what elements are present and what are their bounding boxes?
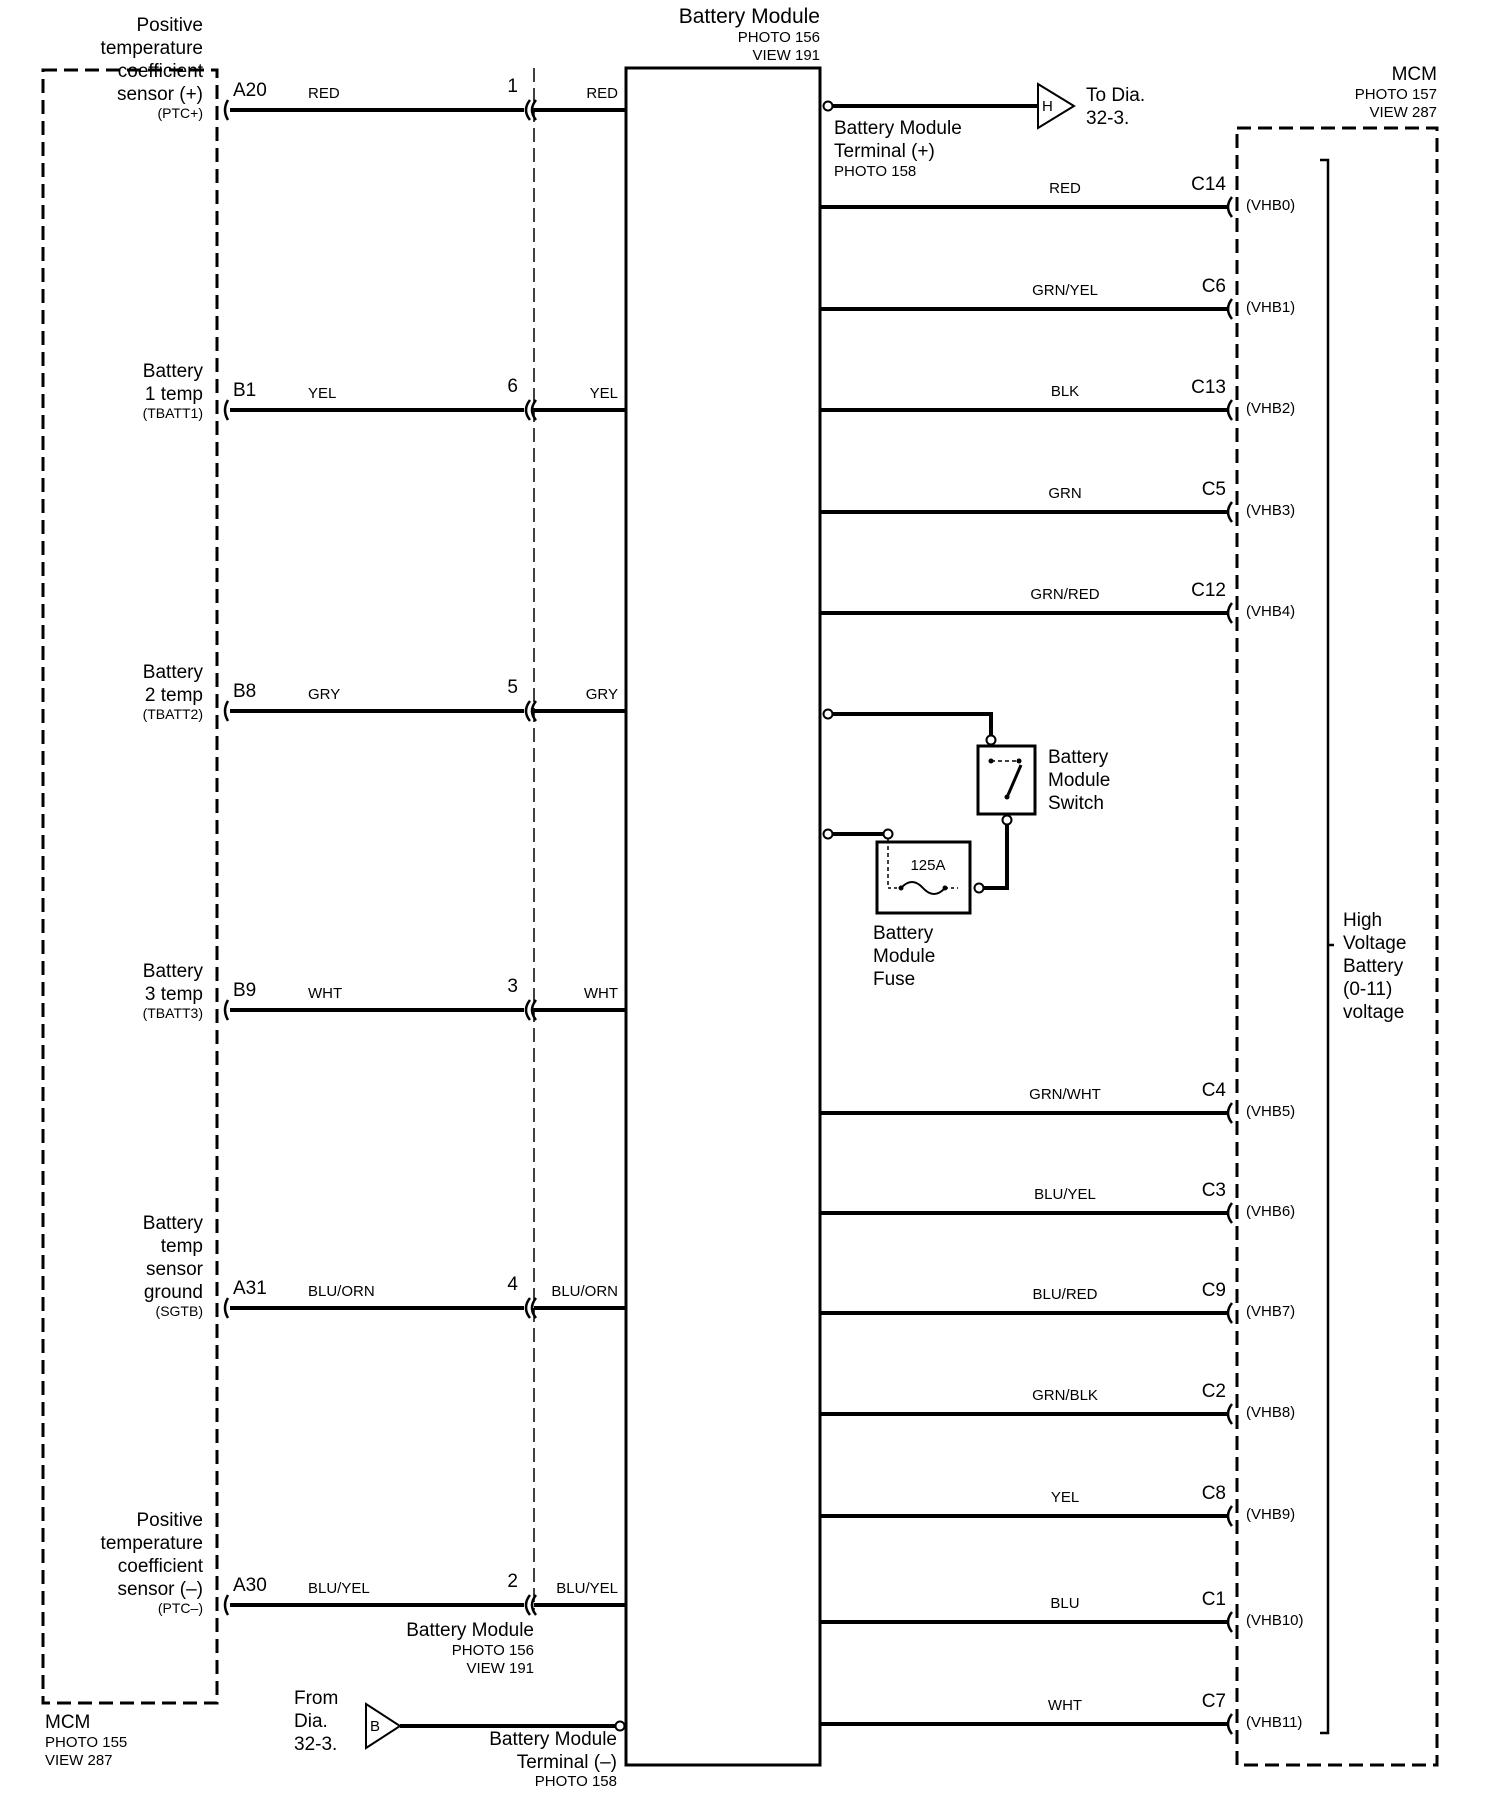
battery-module-box: [626, 68, 820, 1765]
mcm-pin-connector: [1228, 1303, 1232, 1323]
left-signal-rows: [101, 15, 626, 1616]
mcm-pin: C3: [1201, 1180, 1226, 1201]
battery-module-fuse: [824, 830, 984, 991]
wire-color: GRN: [1048, 485, 1082, 502]
fuse-rating: 125A: [910, 857, 946, 874]
right-signal-row: [820, 1280, 1295, 1323]
mcm-pin-connector: [225, 701, 228, 721]
terminal-positive: [824, 84, 1146, 180]
terminal-positive-label-1: Battery Module: [834, 118, 962, 139]
mcm-pin-connector: [1228, 1103, 1232, 1123]
wire-color: BLU/YEL: [308, 1580, 370, 1597]
signal-label-line: temperature: [100, 38, 203, 59]
mcm-pin: C6: [1201, 276, 1226, 297]
mcm-pin: C2: [1201, 1381, 1226, 1402]
left-signal-row: [101, 1510, 626, 1616]
signal-label-line: sensor (–): [117, 1579, 203, 1600]
svg-text:B: B: [370, 1718, 381, 1735]
signal-label-line: Battery: [142, 961, 203, 982]
mcm-right-photo: PHOTO 157: [1354, 86, 1437, 103]
mcm-pin-connector: [225, 1595, 228, 1615]
module-pin: 5: [507, 677, 518, 698]
mcm-pin: A30: [233, 1575, 267, 1596]
module-pin: 1: [507, 76, 518, 97]
wire-color: GRN/YEL: [1032, 282, 1098, 299]
signal-sublabel: (TBATT3): [142, 1005, 203, 1021]
right-signal-row: [820, 1080, 1295, 1123]
signal-label-line: sensor (+): [116, 84, 203, 105]
wire-color: BLU/YEL: [1034, 1186, 1096, 1203]
module-pin: 6: [507, 376, 518, 397]
mcm-pin: C8: [1201, 1483, 1226, 1504]
signal-sublabel: (PTC–): [157, 1600, 203, 1616]
svg-text:High: High: [1343, 910, 1383, 931]
left-signal-row: [143, 961, 626, 1021]
mcm-pin: B9: [233, 980, 257, 1001]
from-dia-text-2: Dia.: [294, 1711, 328, 1732]
wire-color: BLU/ORN: [551, 1283, 618, 1300]
mcm-pin: A31: [233, 1278, 267, 1299]
mcm-pin-connector: [225, 400, 228, 420]
battery-module-photo: PHOTO 156: [737, 29, 820, 46]
right-signal-row: [820, 1381, 1295, 1424]
mcm-pin: B8: [233, 681, 257, 702]
module-pin-connector: [526, 701, 530, 721]
mcm-pin: C13: [1191, 377, 1226, 398]
signal-label-line: Battery: [142, 361, 203, 382]
terminal-negative: [294, 1688, 625, 1790]
module-pin: 4: [507, 1274, 518, 1295]
module-pin-connector: [526, 1298, 530, 1318]
signal-name: (VHB5): [1246, 1103, 1296, 1120]
svg-text:Voltage: Voltage: [1343, 933, 1407, 954]
switch-label-1: Battery: [1048, 747, 1109, 768]
wire-color: BLU/YEL: [556, 1580, 618, 1597]
signal-name: (VHB8): [1246, 1404, 1296, 1421]
right-signal-row: [820, 1483, 1295, 1526]
mcm-right-name: MCM: [1391, 64, 1437, 85]
signal-label-line: coefficient: [117, 1556, 203, 1577]
svg-text:Battery: Battery: [1343, 956, 1404, 977]
battery-module-title: Battery Module: [678, 5, 820, 28]
mcm-pin-connector: [1228, 603, 1232, 623]
mcm-pin-connector: [1228, 197, 1232, 217]
left-signal-row: [143, 662, 626, 722]
terminal-negative-label-1: Battery Module: [489, 1729, 617, 1750]
mcm-pin: C1: [1201, 1589, 1226, 1610]
signal-name: (VHB6): [1246, 1203, 1296, 1220]
switch-label-2: Module: [1048, 770, 1111, 791]
signal-name: (VHB0): [1246, 197, 1296, 214]
signal-label-line: temperature: [100, 1533, 203, 1554]
left-signal-row: [101, 15, 626, 121]
wire-color: YEL: [1050, 1489, 1080, 1506]
mcm-pin-connector: [225, 100, 228, 120]
wire-color: RED: [308, 85, 340, 102]
mcm-pin: C9: [1201, 1280, 1226, 1301]
from-dia-text-1: From: [294, 1688, 339, 1709]
signal-label-line: 2 temp: [144, 685, 203, 706]
terminal-negative-photo: PHOTO 158: [534, 1773, 617, 1790]
mcm-pin-connector: [1228, 400, 1232, 420]
fuse-label-1: Battery: [873, 923, 934, 944]
right-signal-row: [820, 479, 1295, 522]
mcm-pin-connector: [1228, 1203, 1232, 1223]
right-signal-row: [820, 276, 1295, 319]
right-signal-row: [820, 1589, 1304, 1632]
module-pin: 3: [507, 976, 518, 997]
signal-sublabel: (SGTB): [155, 1303, 203, 1319]
wire-color: BLK: [1050, 383, 1080, 400]
wire-color: WHT: [308, 985, 343, 1002]
to-dia-text-2: 32-3.: [1086, 108, 1130, 129]
module-pin: 2: [507, 1571, 518, 1592]
mcm-pin: C5: [1201, 479, 1226, 500]
signal-name: (VHB7): [1246, 1303, 1296, 1320]
signal-name: (VHB10): [1246, 1612, 1304, 1629]
mcm-pin-connector: [225, 1298, 228, 1318]
mcm-pin: C4: [1201, 1080, 1226, 1101]
mcm-right-view: VIEW 287: [1369, 104, 1437, 121]
wire-color: GRN/RED: [1030, 586, 1100, 603]
mcm-pin: B1: [233, 380, 257, 401]
to-dia-text-1: To Dia.: [1086, 85, 1146, 106]
wire-color: RED: [586, 85, 618, 102]
signal-name: (VHB9): [1246, 1506, 1296, 1523]
wire-color: YEL: [589, 385, 618, 402]
right-signal-row: [820, 1180, 1295, 1223]
mcm-left-name: MCM: [45, 1712, 91, 1733]
terminal-negative-label-2: Terminal (–): [516, 1752, 617, 1773]
mcm-pin-connector: [1228, 1714, 1232, 1734]
signal-label-line: Battery: [142, 1213, 203, 1234]
wire-color: GRN/BLK: [1032, 1387, 1098, 1404]
wire-color: BLU/ORN: [308, 1283, 375, 1300]
terminal-positive-label-2: Terminal (+): [834, 141, 935, 162]
svg-text:voltage: voltage: [1343, 1002, 1405, 1023]
right-signal-row: [820, 174, 1295, 217]
signal-label-line: Battery: [142, 662, 203, 683]
wire-color: WHT: [583, 985, 618, 1002]
mcm-pin-connector: [1228, 299, 1232, 319]
right-signal-row: [820, 1691, 1302, 1734]
svg-text:(0-11): (0-11): [1343, 979, 1393, 1000]
wire-color: GRN/WHT: [1029, 1086, 1101, 1103]
right-signal-row: [820, 377, 1295, 420]
signal-label-line: 3 temp: [144, 984, 203, 1005]
signal-name: (VHB4): [1246, 603, 1296, 620]
mcm-left-box: [43, 70, 217, 1703]
module-pin-connector: [526, 400, 530, 420]
signal-label-line: ground: [143, 1282, 203, 1303]
module-pin-connector: [526, 100, 530, 120]
wire-color: BLU: [1050, 1595, 1080, 1612]
left-signal-row: [143, 1213, 626, 1319]
mcm-pin-connector: [1228, 1506, 1232, 1526]
wire-color: RED: [1049, 180, 1081, 197]
mcm-pin-connector: [1228, 1612, 1232, 1632]
signal-name: (VHB1): [1246, 299, 1296, 316]
fuse-label-3: Fuse: [873, 969, 916, 990]
signal-label-line: coefficient: [117, 61, 203, 82]
signal-name: (VHB11): [1246, 1714, 1303, 1731]
switch-label-3: Switch: [1048, 793, 1104, 814]
wire-color: BLU/RED: [1032, 1286, 1098, 1303]
wire-color: GRY: [585, 686, 618, 703]
battery-module-switch: [824, 710, 1111, 889]
signal-sublabel: (PTC+): [157, 105, 203, 121]
battery-module-bottom-view: VIEW 191: [466, 1660, 534, 1677]
signal-name: (VHB3): [1246, 502, 1296, 519]
signal-label-line: Positive: [136, 15, 203, 36]
battery-module-view: VIEW 191: [752, 47, 820, 64]
high-voltage-bracket: [1320, 160, 1334, 1733]
wire-color: WHT: [1047, 1697, 1083, 1714]
mcm-left-photo: PHOTO 155: [45, 1734, 128, 1751]
mcm-pin: A20: [233, 80, 267, 101]
mcm-pin-connector: [1228, 502, 1232, 522]
signal-sublabel: (TBATT2): [142, 706, 203, 722]
wire-color: GRY: [308, 686, 341, 703]
signal-sublabel: (TBATT1): [142, 405, 203, 421]
signal-label-line: 1 temp: [144, 384, 203, 405]
signal-label-line: temp: [160, 1236, 203, 1257]
battery-module-bottom-photo: PHOTO 156: [451, 1642, 534, 1659]
battery-module-bottom-title: Battery Module: [406, 1620, 534, 1641]
mcm-left-view: VIEW 287: [45, 1752, 113, 1769]
svg-text:H: H: [1042, 98, 1053, 115]
module-pin-connector: [526, 1000, 530, 1020]
fuse-label-2: Module: [873, 946, 936, 967]
mcm-pin-connector: [225, 1000, 228, 1020]
right-signal-row: [820, 580, 1295, 623]
mcm-pin: C12: [1191, 580, 1226, 601]
mcm-pin: C7: [1201, 1691, 1226, 1712]
signal-label-line: sensor: [145, 1259, 203, 1280]
signal-label-line: Positive: [136, 1510, 203, 1531]
high-voltage-battery-label: [1343, 910, 1406, 1023]
from-dia-text-3: 32-3.: [294, 1734, 338, 1755]
module-pin-connector: [526, 1595, 530, 1615]
left-signal-row: [143, 361, 626, 421]
mcm-pin: C14: [1191, 174, 1226, 195]
mcm-pin-connector: [1228, 1404, 1232, 1424]
signal-name: (VHB2): [1246, 400, 1296, 417]
wire-color: YEL: [308, 385, 337, 402]
terminal-positive-photo: PHOTO 158: [834, 163, 917, 180]
